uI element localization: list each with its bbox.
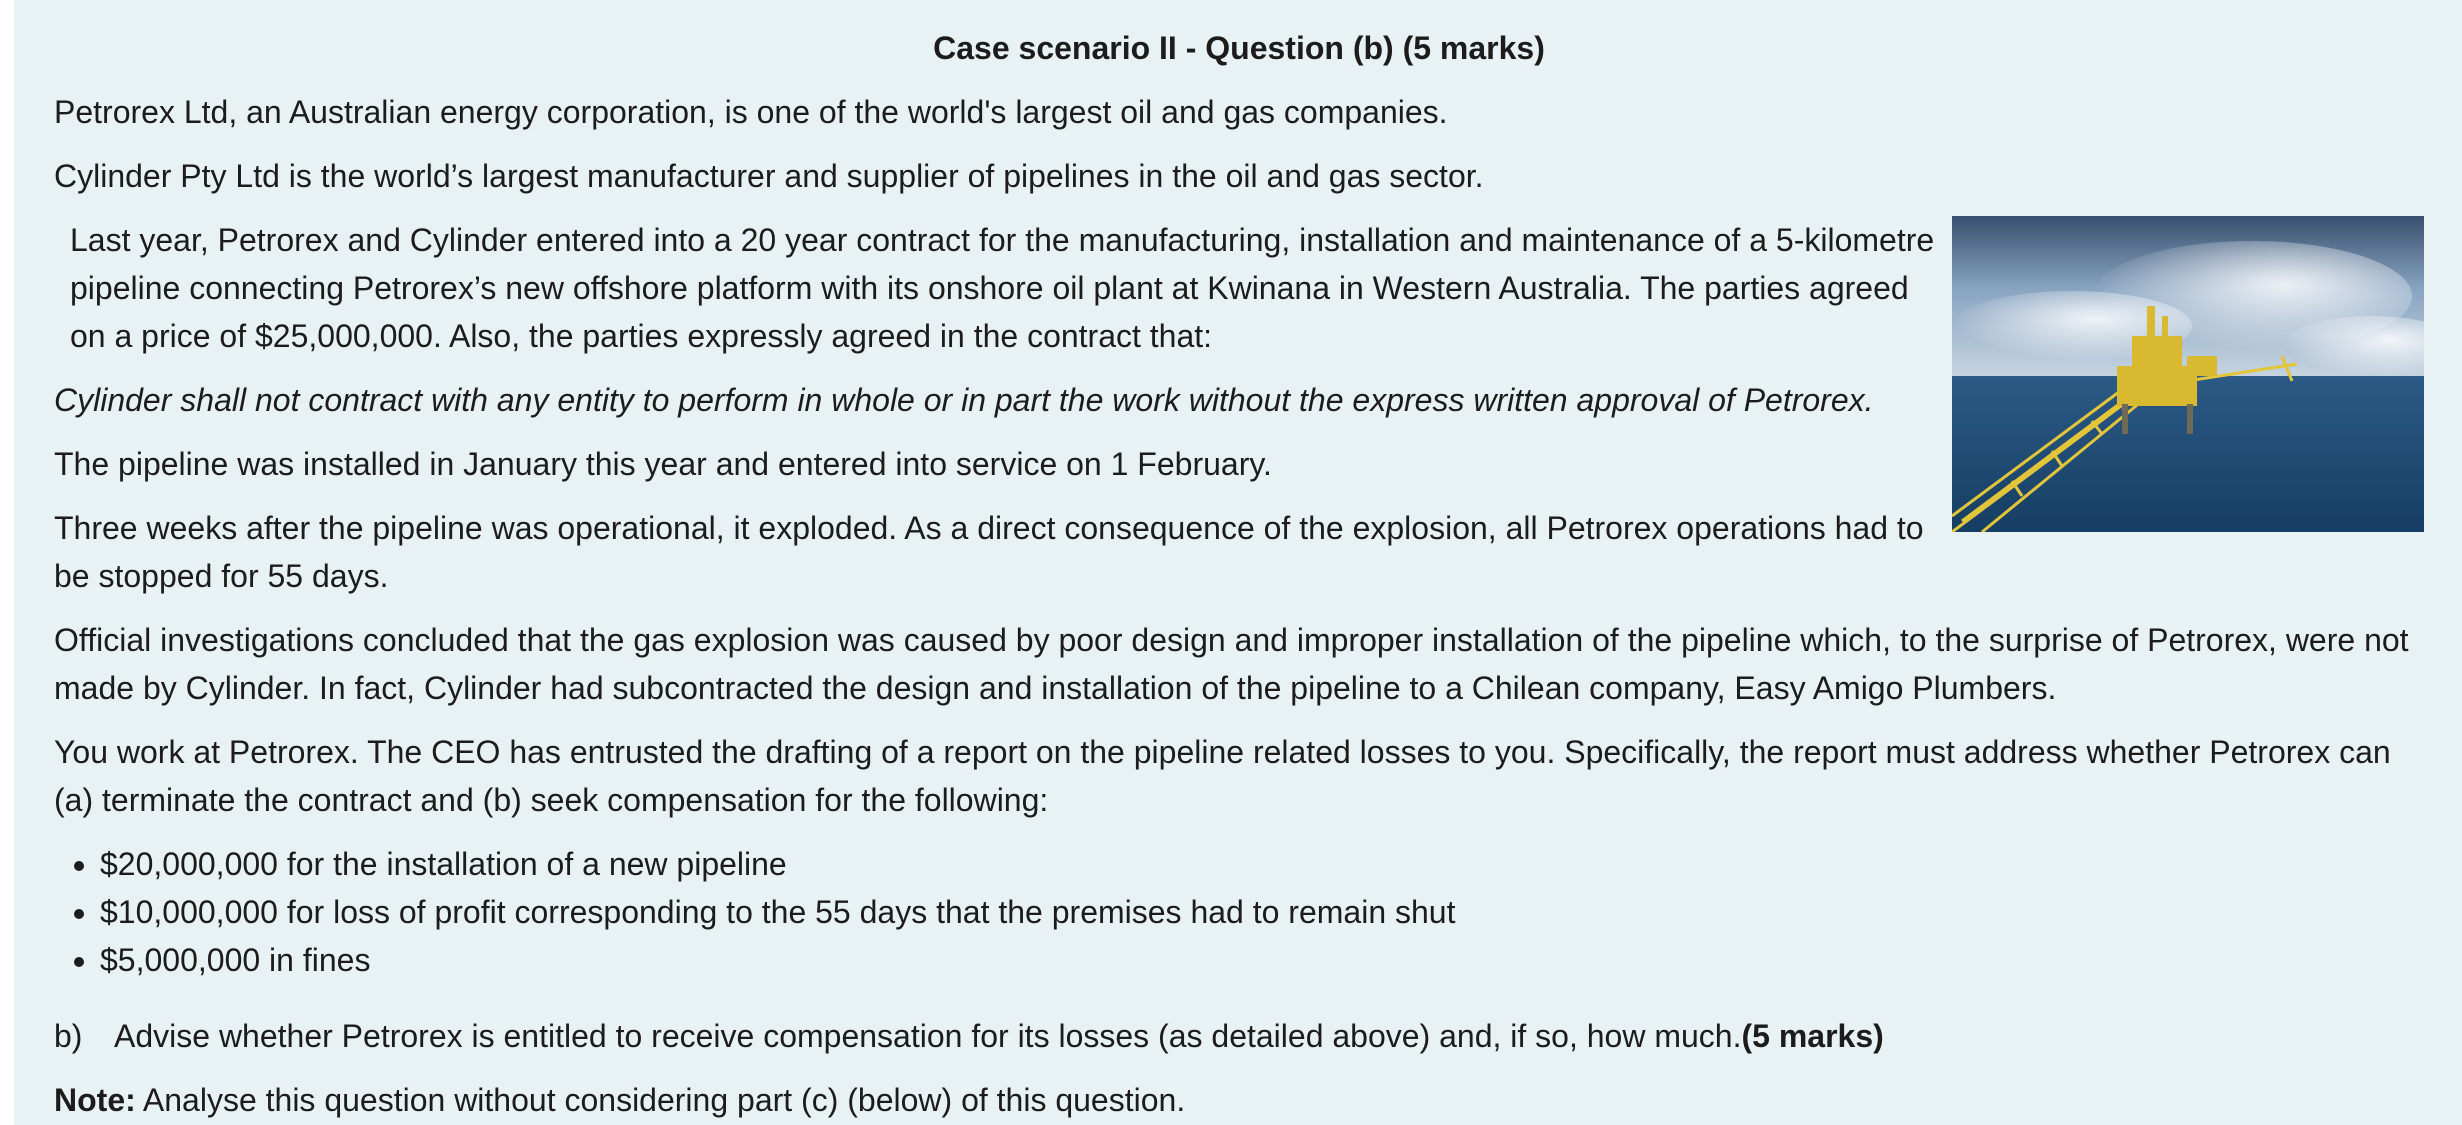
- list-item: • $20,000,000 for the installation of a new pipeline: [100, 840, 2424, 888]
- question-letter: b): [54, 1018, 83, 1054]
- paragraph-explosion: Three weeks after the pipeline was operational, it exploded. As a direct consequence of the explosion, all Petrorex operations had to be stopped for 55 days.: [54, 510, 1924, 594]
- case-scenario-panel: [14, 0, 2462, 1125]
- note: [54, 1076, 2424, 1124]
- paragraph-report-task: You work at Petrorex. The CEO has entrusted the drafting of a report on the pipeline related losses to you. Specifically, the report must address whether Petrorex can (a) terminate the contract and (b) seek compensation for the following:: [54, 734, 2391, 818]
- paragraph-investigation: Official investigations concluded that the gas explosion was caused by poor design and improper installation of the pipeline which, to the surprise of Petrorex, were not made by Cylinder. In fact, Cylinder had subcontracted the design and installation of the pipeline to a Chilean company, Easy Amigo Plumbers.: [54, 622, 2409, 706]
- question-text: Advise whether Petrorex is entitled to receive compensation for its losses (as detailed above) and, if so, how much.: [114, 1018, 1742, 1054]
- question-b: [54, 1012, 2424, 1060]
- losses-list: [54, 840, 2424, 984]
- contract-clause-quote: Cylinder shall not contract with any entity to perform in whole or in part the work without the express written approval of Petrorex.: [54, 382, 1874, 418]
- paragraph-cylinder-intro: Cylinder Pty Ltd is the world’s largest manufacturer and supplier of pipelines in the oil and gas sector.: [54, 158, 1484, 194]
- list-item: • $10,000,000 for loss of profit corresponding to the 55 days that the premises had to remain shut: [100, 888, 2424, 936]
- page-title: Case scenario II - Question (b) (5 marks): [933, 30, 1545, 66]
- note-label: Note:: [54, 1082, 136, 1118]
- note-text: Analyse this question without considering part (c) (below) of this question.: [135, 1082, 1186, 1118]
- paragraph-contract-terms: Last year, Petrorex and Cylinder entered into a 20 year contract for the manufacturing, installation and maintenance of a 5-kilometre pipeline connecting Petrorex’s new offshore platform with its onshore oil plant at Kwinana in Western Australia. The parties agreed on a price of $25,000,000. Also, the parties expressly agreed in the contract that:: [70, 222, 1935, 354]
- list-item: • $5,000,000 in fines: [100, 936, 2424, 984]
- question-marks: (5 marks): [1741, 1018, 1884, 1054]
- paragraph-petrorex-intro: Petrorex Ltd, an Australian energy corporation, is one of the world's largest oil and gas companies.: [54, 94, 1448, 130]
- offshore-platform-image: [1952, 216, 2424, 532]
- paragraph-installation: The pipeline was installed in January this year and entered into service on 1 February.: [54, 446, 1272, 482]
